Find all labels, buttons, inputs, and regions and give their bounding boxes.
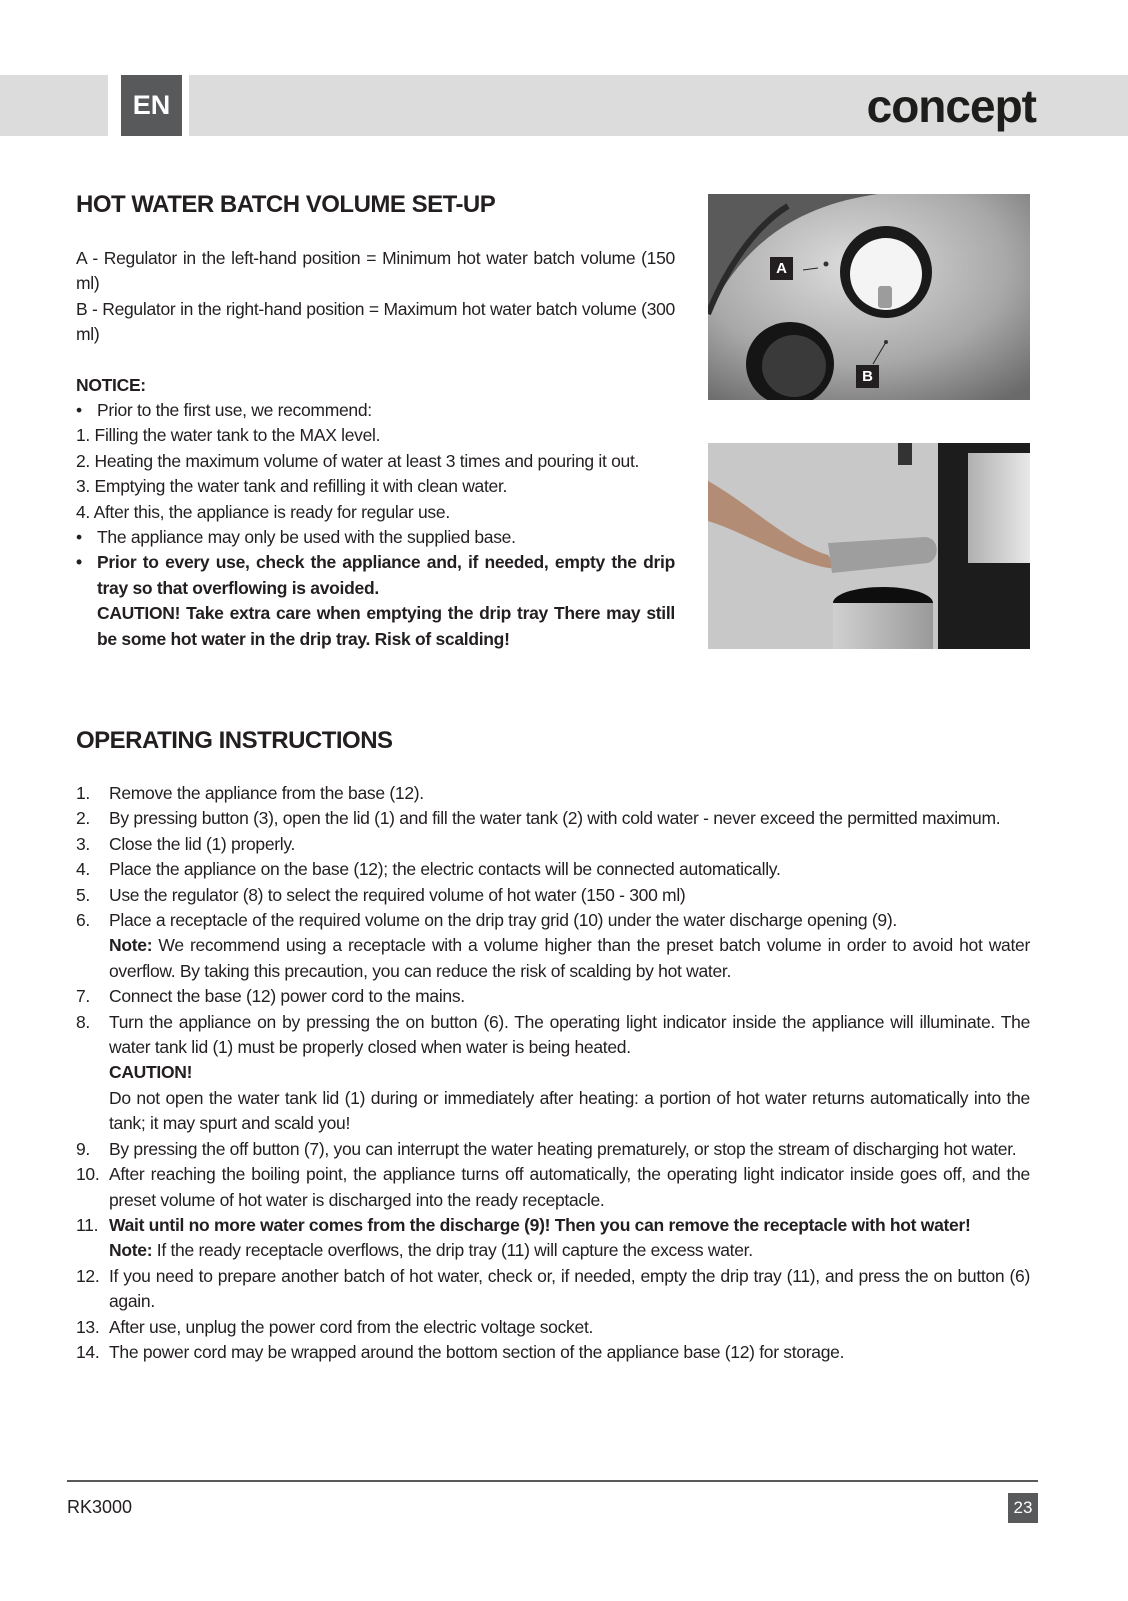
drip-tray-illustration	[708, 443, 1030, 649]
operating-step	[76, 1010, 1030, 1137]
bullet-mark: •	[76, 527, 82, 548]
language-badge: EN	[121, 75, 182, 136]
section-title-operating: OPERATING INSTRUCTIONS	[76, 727, 393, 754]
step-text: Close the lid (1) properly.	[109, 833, 296, 854]
step-body	[109, 781, 1030, 806]
step-text: Remove the appliance from the base (12).	[109, 783, 424, 803]
notice-bullet-text: Prior to every use, check the appliance and, if needed, empty the drip tray so that overflowing is avoided.	[97, 552, 675, 598]
notice-step: 1. Filling the water tank to the MAX level.	[76, 425, 381, 446]
step-body	[109, 1162, 1030, 1213]
step-body	[109, 806, 1030, 831]
operating-step	[76, 1340, 1030, 1365]
notice-step: 4. After this, the appliance is ready for regular use.	[76, 501, 450, 522]
page-number: 23	[1008, 1493, 1038, 1523]
step-note	[109, 933, 1030, 984]
operating-step	[76, 883, 1030, 908]
step-body	[109, 1340, 1030, 1365]
step-number: 11.	[76, 1214, 99, 1235]
operating-step	[76, 1315, 1030, 1340]
step-text: Place a receptacle of the required volume on the drip tray grid (10) under the water discharge opening (9).	[109, 910, 897, 931]
step-caution-text: Do not open the water tank lid (1) during or immediately after heating: a portion of hot water returns automatically into the tank; it may spurt and scald you!	[109, 1087, 1030, 1134]
step-note-label: Note:	[109, 935, 153, 956]
step-number: 7.	[76, 986, 90, 1007]
step-number: 3.	[76, 833, 90, 854]
operating-step	[76, 908, 1030, 984]
notice-bullet	[76, 550, 675, 601]
step-number: 6.	[76, 910, 90, 931]
section-title-batch-volume: HOT WATER BATCH VOLUME SET-UP	[76, 191, 496, 218]
step-note-label: Note:	[109, 1240, 153, 1261]
caution-text: CAUTION! Take extra care when emptying the drip tray There may still be some hot water in the drip tray. Risk of scalding!	[97, 603, 675, 649]
operating-step	[76, 806, 1030, 831]
operating-step	[76, 832, 1030, 857]
step-body	[109, 883, 1030, 908]
operating-step	[76, 1137, 1030, 1162]
step-body	[109, 984, 1030, 1009]
step-text: Place the appliance on the base (12); the electric contacts will be connected automatically.	[109, 859, 781, 880]
step-body	[109, 832, 1030, 857]
label-b: B	[856, 365, 879, 388]
batch-volume-text	[76, 246, 675, 652]
step-text: The power cord may be wrapped around the bottom section of the appliance base (12) for storage.	[109, 1341, 845, 1362]
step-caution-label: CAUTION!	[109, 1062, 193, 1083]
step-text: Turn the appliance on by pressing the on button (6). The operating light indicator inside the appliance will illuminate. The water tank lid (1) must be properly closed when water is being heated.	[109, 1011, 1030, 1058]
step-number: 12.	[76, 1265, 100, 1286]
step-text: By pressing the off button (7), you can interrupt the water heating prematurely, or stop the stream of discharging hot water.	[109, 1138, 1017, 1159]
step-number: 13.	[76, 1316, 100, 1337]
notice-step: 3. Emptying the water tank and refilling it with clean water.	[76, 476, 508, 497]
step-note-text: We recommend using a receptacle with a volume higher than the preset batch volume in order to avoid hot water overflow. By taking this precaution, you can reduce the risk of scalding by hot water.	[109, 935, 1030, 981]
notice-bullet-text: The appliance may only be used with the supplied base.	[97, 527, 516, 548]
step-body	[109, 1264, 1030, 1315]
operating-step	[76, 1264, 1030, 1315]
model-number: RK3000	[67, 1497, 133, 1517]
step-body	[109, 857, 1030, 882]
operating-step	[76, 781, 1030, 806]
step-body	[109, 1137, 1030, 1162]
step-text: After reaching the boiling point, the appliance turns off automatically, the operating light indicator inside goes off, and the preset volume of hot water is discharged into the ready receptacle.	[109, 1164, 1030, 1210]
bullet-mark: •	[76, 400, 82, 421]
operating-step	[76, 857, 1030, 882]
operating-step	[76, 984, 1030, 1009]
operating-instructions	[76, 781, 1030, 1365]
footer-divider	[67, 1480, 1038, 1482]
notice-bullet	[76, 525, 675, 550]
step-number: 1.	[76, 783, 90, 803]
step-number: 8.	[76, 1011, 90, 1032]
step-note-text: If the ready receptacle overflows, the drip tray (11) will capture the excess water.	[152, 1240, 753, 1261]
label-a: A	[770, 257, 793, 280]
regulator-b-line: B - Regulator in the right-hand position = Maximum hot water batch volume (300 ml)	[76, 298, 675, 345]
step-text: Wait until no more water comes from the discharge (9)! Then you can remove the receptacle with hot water!	[109, 1214, 971, 1235]
step-text: If you need to prepare another batch of hot water, check or, if needed, empty the drip tray (11), and press the on button (6) again.	[109, 1265, 1030, 1312]
step-text: Use the regulator (8) to select the required volume of hot water (150 - 300 ml)	[109, 884, 686, 905]
step-text: By pressing button (3), open the lid (1) and fill the water tank (2) with cold water - never exceed the permitted maximum.	[109, 808, 1001, 829]
regulator-a-line: A - Regulator in the left-hand position = Minimum hot water batch volume (150 ml)	[76, 248, 675, 294]
notice-bullet	[76, 398, 675, 423]
operating-step	[76, 1162, 1030, 1213]
brand-logo: concept	[866, 80, 1036, 132]
drip-tray-photo	[708, 443, 1030, 649]
step-body	[109, 1315, 1030, 1340]
step-number: 2.	[76, 808, 90, 829]
step-number: 4.	[76, 859, 90, 880]
notice-step: 2. Heating the maximum volume of water at least 3 times and pouring it out.	[76, 450, 640, 471]
operating-step	[76, 1213, 1030, 1264]
step-body	[109, 1010, 1030, 1137]
step-body	[109, 1213, 1030, 1264]
step-number: 10.	[76, 1164, 100, 1185]
regulator-photo	[708, 194, 1030, 400]
step-body	[109, 908, 1030, 984]
notice-title: NOTICE:	[76, 374, 146, 395]
operating-steps-list	[76, 781, 1030, 1365]
step-number: 14.	[76, 1341, 100, 1362]
step-note	[109, 1238, 1030, 1263]
step-number: 9.	[76, 1138, 90, 1159]
step-number: 5.	[76, 884, 90, 905]
step-text: Connect the base (12) power cord to the mains.	[109, 986, 465, 1007]
bullet-mark: •	[76, 552, 82, 573]
notice-bullet-text: Prior to the first use, we recommend:	[97, 400, 372, 421]
step-text: After use, unplug the power cord from the electric voltage socket.	[109, 1316, 594, 1337]
